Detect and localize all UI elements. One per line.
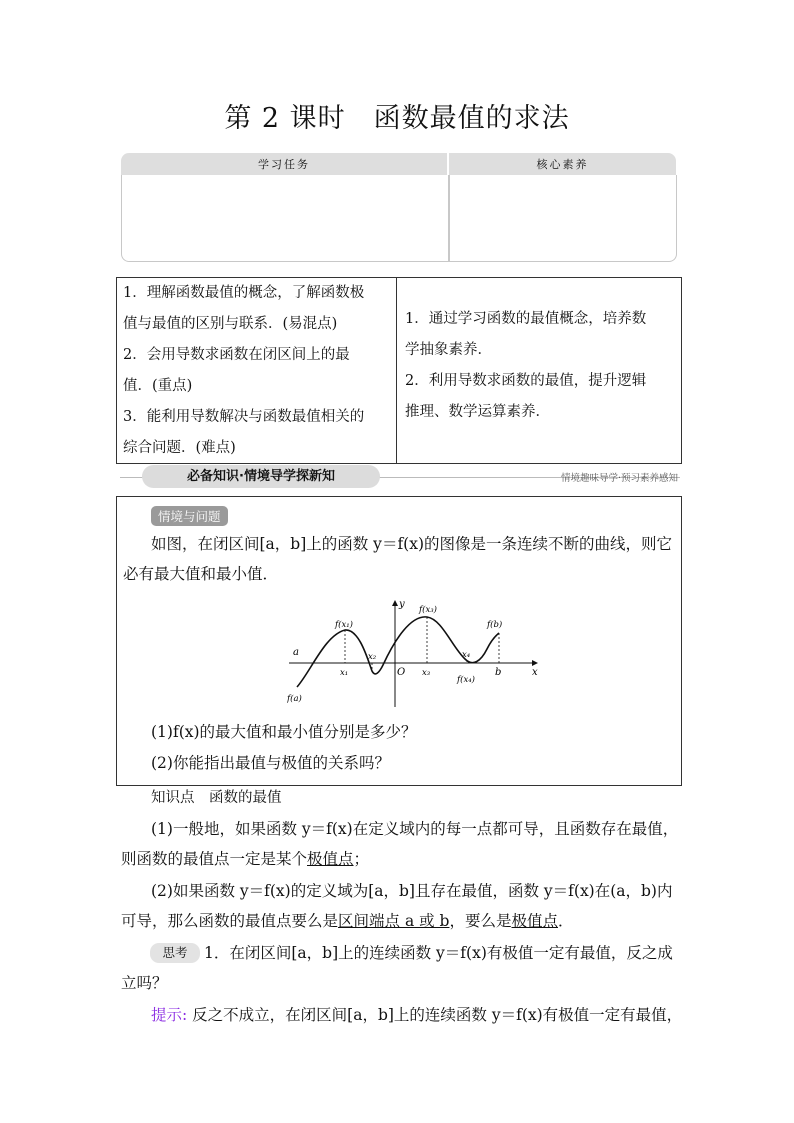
- question-2: (2)你能指出最值与极值的关系吗？: [151, 754, 390, 772]
- scenario-tag: 情境与问题: [151, 506, 228, 526]
- function-graph: [287, 597, 547, 712]
- objective-line: 2．会用导数求函数在闭区间上的最: [123, 347, 350, 363]
- literacy-line: 推理、数学运算素养．: [405, 404, 550, 420]
- knowledge-p2-underline-1: 区间端点 a 或 b: [338, 912, 450, 930]
- fb-label: f(b): [487, 620, 503, 630]
- task-header-right: 核心素养: [449, 153, 676, 175]
- objective-line: 值．(重点): [123, 378, 193, 394]
- y-label: y: [399, 599, 405, 610]
- section-banner: 必备知识·情境导学探新知: [142, 465, 380, 488]
- a-label: a: [293, 647, 299, 658]
- knowledge-p2-mid: ，要么是: [449, 912, 512, 930]
- section-banner-subtitle: 情境趣味导学·预习素养感知: [560, 473, 678, 484]
- x3-label: x₃: [422, 668, 431, 678]
- scenario-line-1: 如图，在闭区间[a，b]上的函数 y＝f(x)的图像是一条连续不断的曲线，则它: [151, 535, 673, 553]
- objectives-table: [116, 277, 682, 464]
- knowledge-p2-end: ．: [558, 912, 574, 930]
- knowledge-p1-line1: (1)一般地，如果函数 y＝f(x)在定义域内的每一点都可导，且函数存在最值，: [151, 820, 679, 838]
- task-header: [121, 153, 676, 261]
- think-line-1: 1．在闭区间[a，b]上的连续函数 y＝f(x)有极值一定有最值，反之成: [204, 944, 673, 962]
- origin-label: O: [397, 667, 406, 678]
- objectives-left: [117, 278, 397, 463]
- task-box-right: [449, 175, 677, 262]
- x1-label: x₁: [340, 668, 349, 678]
- literacy-line: 2．利用导数求函数的最值，提升逻辑: [405, 373, 647, 389]
- literacy-line: 学抽象素养．: [405, 342, 492, 358]
- task-header-left: 学习任务: [121, 153, 447, 175]
- x2-label: x₂: [368, 652, 377, 662]
- think-line-2: 立吗？: [121, 974, 168, 992]
- knowledge-p2-underline-2: 极值点: [511, 912, 558, 930]
- knowledge-heading: 知识点 函数的最值: [151, 790, 282, 806]
- knowledge-p1-text: 则函数的最值点一定是某个: [121, 850, 308, 868]
- objective-line: 1．理解函数最值的概念，了解函数极: [123, 285, 365, 301]
- knowledge-p1-line2: [121, 844, 369, 874]
- fx1-label: f(x₁): [335, 620, 353, 630]
- knowledge-p2-line2: [121, 906, 574, 936]
- knowledge-p1-underline: 极值点: [307, 850, 354, 868]
- scenario-line-2: 必有最大值和最小值．: [123, 565, 279, 583]
- fx4-label: f(x₄): [457, 675, 475, 685]
- literacy-line: 1．通过学习函数的最值概念，培养数: [405, 311, 647, 327]
- scenario-box: [116, 496, 682, 786]
- hint-line: [151, 1000, 682, 1030]
- x-label: x: [532, 667, 538, 678]
- objectives-right: [397, 278, 681, 463]
- x4-label: x₄: [462, 650, 471, 660]
- objective-line: 值与最值的区别与联系．(易混点): [123, 316, 338, 332]
- task-box-left: [121, 175, 449, 262]
- objective-line: 综合问题．(难点): [123, 440, 236, 456]
- knowledge-p2-line1: (2)如果函数 y＝f(x)的定义域为[a，b]且存在最值，函数 y＝f(x)在(a，b)内: [151, 882, 673, 900]
- fa-label: f(a): [287, 694, 302, 704]
- hint-text: 反之不成立，在闭区间[a，b]上的连续函数 y＝f(x)有极值一定有最值，: [192, 1006, 683, 1024]
- objective-line: 3．能利用导数解决与函数最值相关的: [123, 409, 365, 425]
- b-label: b: [495, 667, 502, 678]
- knowledge-p1-end: ；: [353, 850, 370, 868]
- question-1: (1)f(x)的最大值和最小值分别是多少？: [151, 723, 417, 741]
- page-title: 第 2 课时 函数最值的求法: [224, 103, 570, 134]
- knowledge-p2-text: 可导，那么函数的最值点要么是: [121, 912, 339, 930]
- fx3-label: f(x₃): [419, 605, 437, 615]
- hint-label: 提示:: [151, 1006, 188, 1024]
- think-tag: 思考: [150, 943, 200, 963]
